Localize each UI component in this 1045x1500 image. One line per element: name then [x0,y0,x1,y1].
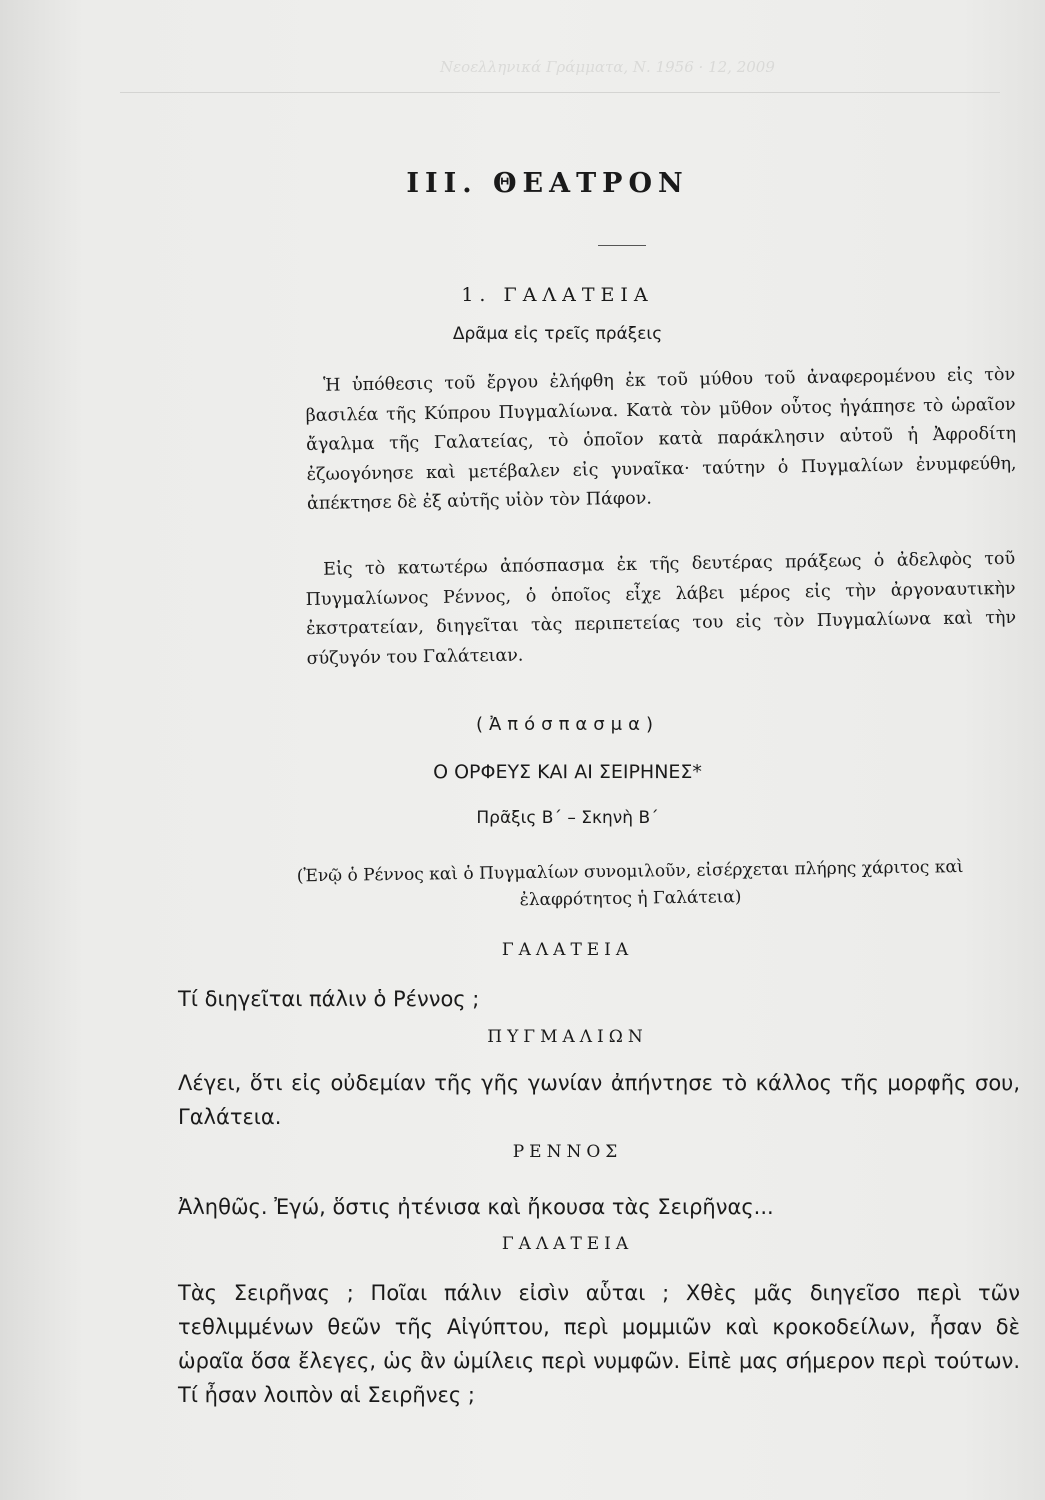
speech-line [178,982,1020,1016]
play-title: 1. ΓΑΛΑΤΕΙΑ [461,284,654,306]
section-title: III. ΘΕΑΤΡΟΝ [406,168,689,199]
speech-text: Λέγει, ὅτι εἰς οὐδεμίαν τῆς γῆς γωνίαν ἀπήντησε τὸ κάλλος τῆς μορφῆς σου, Γαλάτεια. [178,1071,1020,1129]
title-divider [598,245,646,246]
speech-line [178,1276,1020,1412]
excerpt-title: Ο ΟΡΦΕΥΣ ΚΑΙ ΑΙ ΣΕΙΡΗΝΕΣ* [433,761,702,783]
speech-line [178,1190,1020,1224]
act-scene: Πρᾶξις Β΄ – Σκηνὴ Β΄ [476,808,659,828]
bleed-through-header: Νεοελληνικά Γράμματα, Ν. 1956 · 12, 2009 [440,58,775,76]
stage-direction: (Ἐνῷ ὁ Ρέννος καὶ ὁ Πυγμαλίων συνομιλοῦν, εἰσέρχεται πλήρης χάριτος καὶ ἐλαφρότητος ἡ Γαλάτεια) [296,857,964,911]
speech-line [178,1066,1020,1134]
intro-text-1: Ἡ ὑπόθεσις τοῦ ἔργου ἐλήφθη ἐκ τοῦ μύθου τοῦ ἀναφερομένου εἰς τὸν βασιλέα τῆς Κύπρου Πυγμαλίωνα. Κατὰ τὸν μῦθον οὗτος ἠγάπησε τὸ ὡραῖον ἄγαλμα τῆς Γαλατείας, τὸ ὁποῖον κατὰ παράκλησιν αὐτοῦ ἡ Ἀφροδίτη ἐζωογόνησε καὶ μετέβαλεν εἰς γυναῖκα· ταύτην ὁ Πυγμαλίων ἐνυμφεύθη, ἀπέκτησε δὲ ἐξ αὐτῆς υἱὸν τὸν Πάφον. [305,364,1017,514]
speech-text: Ἀληθῶς. Ἐγώ, ὅστις ἠτένισα καὶ ἤκουσα τὰς Σειρῆνας... [178,1195,774,1219]
intro-paragraph-1 [305,361,1017,520]
excerpt-label: (Ἀπόσπασμα) [475,714,660,735]
intro-paragraph-2 [305,545,1017,674]
intro-text-2: Εἰς τὸ κατωτέρω ἀπόσπασμα ἐκ τῆς δευτέρας πράξεως ὁ ἀδελφὸς τοῦ Πυγμαλίωνος Ρέννος, ὁ ὁποῖος εἶχε λάβει μέρος εἰς τὴν ἀργοναυτικὴν ἐκστρατείαν, διηγεῖται τὰς περιπετείας του εἰς τὸν Πυγμαλίωνα καὶ τὴν σύζυγόν του Γαλάτειαν. [305,548,1017,669]
speech-text: Τί διηγεῖται πάλιν ὁ Ρέννος ; [178,987,480,1011]
speaker-label: ΓΑΛΑΤΕΙΑ [501,1234,634,1254]
speech-text: Τὰς Σειρῆνας ; Ποῖαι πάλιν εἰσὶν αὗται ; Χθὲς μᾶς διηγεῖσο περὶ τῶν τεθλιμμένων θεῶν τῆς Αἰγύπτου, περὶ μομμιῶν καὶ κροκοδείλων, ἦσαν δὲ ὡραῖα ὅσα ἔλεγες, ὡς ἂν ὡμίλεις περὶ νυμφῶν. Εἰπὲ μας σήμερον περὶ τούτων. Τί ἦσαν λοιπὸν αἱ Σειρῆνες ; [178,1281,1020,1407]
play-subtitle: Δρᾶμα εἰς τρεῖς πράξεις [452,324,663,344]
speaker-label: ΡΕΝΝΟΣ [512,1142,623,1162]
speaker-label: ΠΥΓΜΑΛΙΩΝ [487,1027,648,1047]
speaker-label: ΓΑΛΑΤΕΙΑ [501,940,634,960]
